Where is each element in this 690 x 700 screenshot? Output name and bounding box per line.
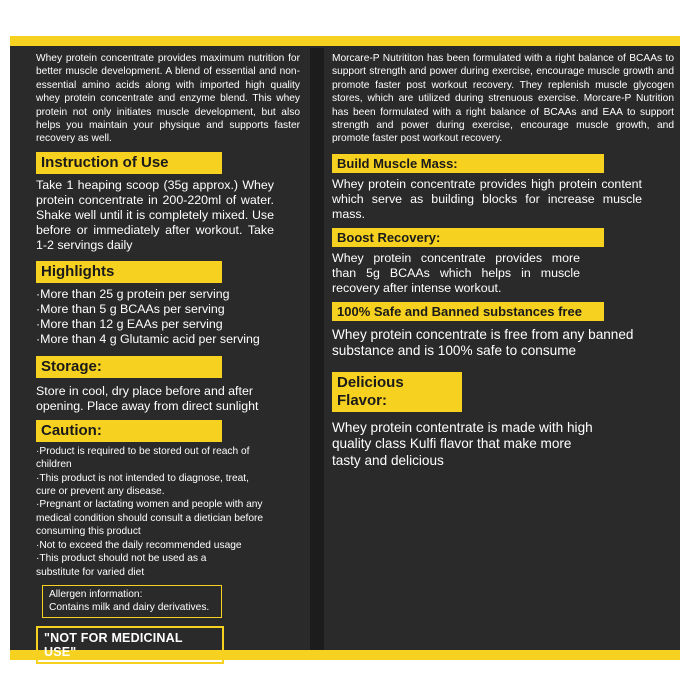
column-divider <box>310 48 324 650</box>
flavor-text: Whey protein contentrate is made with high quality class Kulfi flavor that make more tasty and delicious <box>332 419 593 468</box>
list-item: ·More than 4 g Glutamic acid per serving <box>36 331 260 346</box>
caution-heading: Caution: <box>36 420 222 442</box>
list-item: ·More than 25 g protein per serving <box>36 286 230 301</box>
list-item: ·Product is required to be stored out of reach of children <box>36 445 250 471</box>
storage-text: Store in cool, dry place before and after opening. Place away from direct sunlight <box>36 383 259 413</box>
list-item: ·Not to exceed the daily recommended usage <box>36 539 242 551</box>
list-item: ·More than 12 g EAAs per serving <box>36 316 223 331</box>
highlights-heading: Highlights <box>36 261 222 283</box>
boost-recovery-heading: Boost Recovery: <box>332 228 604 247</box>
right-column <box>332 52 674 469</box>
storage-heading: Storage: <box>36 356 222 378</box>
list-item: ·This product should not be used as a substitute for varied diet <box>36 553 207 578</box>
allergen-box <box>42 585 222 618</box>
list-item: ·Pregnant or lactating women and people with any medical condition should consult a dietician before consuming this product <box>36 499 264 538</box>
right-intro: Morcare-P Nutrititon has been formulated with a right balance of BCAAs to support strength and power during exercise, encourage muscle growth and promote faster post workout recovery. They replenish muscle glycogen stores, which are utilized during strenuous exercise. Morcare-P Nutrition has been formulated with a right balance of BCAAs and EAA to support strength and power during exercise, encourage muscle growth, and promote faster post workout recovery. <box>332 53 674 145</box>
build-muscle-text: Whey protein concentrate provides high protein content which serve as building blocks for increase muscle mass. <box>332 176 642 221</box>
instruction-heading: Instruction of Use <box>36 152 222 174</box>
allergen-text: Contains milk and dairy derivatives. <box>49 602 210 614</box>
highlights-list <box>36 287 300 347</box>
allergen-title: Allergen information: <box>49 588 143 600</box>
list-item: ·This product is not intended to diagnose, treat, cure or prevent any disease. <box>36 472 249 498</box>
left-column <box>36 52 300 664</box>
flavor-heading: Delicious Flavor: <box>332 372 462 412</box>
top-yellow-bar <box>10 36 680 46</box>
caution-list <box>36 445 286 579</box>
build-muscle-heading: Build Muscle Mass: <box>332 154 604 173</box>
safe-heading: 100% Safe and Banned substances free <box>332 302 604 321</box>
not-for-medicinal-use-box: "NOT FOR MEDICINAL USE" <box>36 626 224 664</box>
left-intro: Whey protein concentrate provides maximum nutrition for better muscle development. A blend of essential and non-essential amino acids along with imported high quality whey protein concentrate and enzyme blend. This whey protein not only initiates muscle development, but also helps you maintain your physique and supports faster recovery as well. <box>36 53 300 145</box>
safe-text: Whey protein concentrate is free from any banned substance and is 100% safe to consume <box>332 326 634 359</box>
list-item: ·More than 5 g BCAAs per serving <box>36 301 225 316</box>
instruction-text: Take 1 heaping scoop (35g approx.) Whey protein concentrate in 200-220ml of water. Shake well until it is completely mixed. Use before or immediately after workout. Take 1-2 servings daily <box>36 177 274 252</box>
boost-recovery-text: Whey protein concentrate provides more than 5g BCAAs which helps in muscle recovery after intense workout. <box>332 250 580 295</box>
